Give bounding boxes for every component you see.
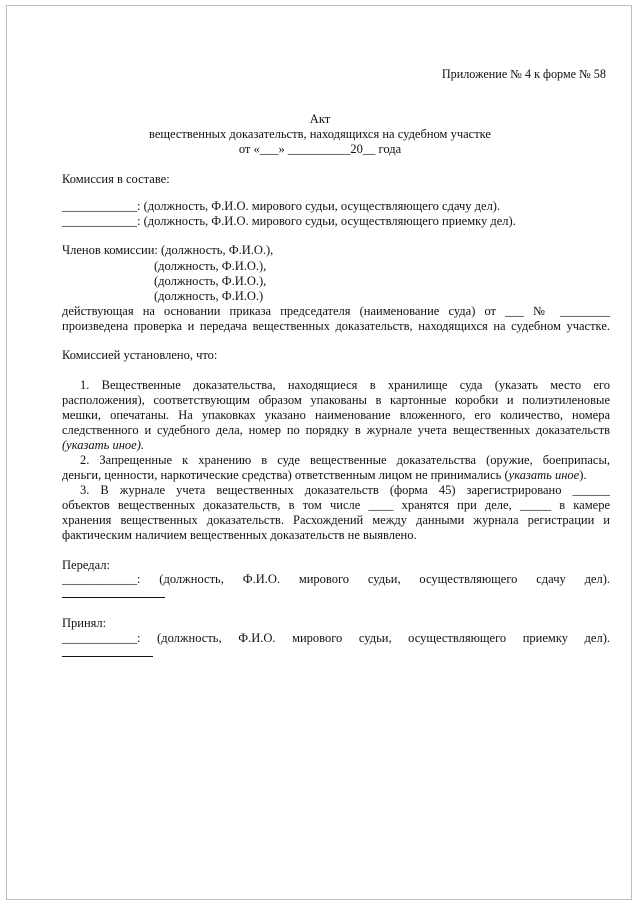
document-date-line: от «___» __________20__ года [238, 142, 402, 156]
commission-heading: Комиссия в составе: [62, 172, 170, 186]
chair-handover-line: ____________: (должность, Ф.И.О. мирового судьи, осуществляющего сдачу дел). [62, 199, 501, 213]
item-3-line: хранения вещественных доказательств. Расхождений между данными журнала регистрации и [62, 513, 610, 527]
item-3-last-line: фактическим наличием вещественных доказательств не выявлено. [62, 528, 417, 542]
item-2-italic-text: указать иное [508, 468, 580, 482]
document-title: Акт [309, 112, 331, 126]
basis-line-1: действующая на основании приказа председателя (наименование суда) от ___ № ________ [62, 304, 610, 318]
item-3-line: 3. В журнале учета вещественных доказательств (форма 45) зарегистрировано ______ [80, 483, 610, 497]
accepted-signature-blank [62, 656, 153, 657]
item-2-text: деньги, ценности, наркотические средства) ответственным лицом не принимались ( [62, 468, 509, 482]
item-1-line: расположения), соответствующим образом упакованы в картонные коробки и полиэтиленовые [62, 393, 610, 407]
member-line: (должность, Ф.И.О.), [154, 259, 267, 273]
item-1-line: следственного и судебного дела, номер по порядку в журнале учета вещественных доказательств [62, 423, 610, 437]
chair-receipt-line: ____________: (должность, Ф.И.О. мирового судьи, осуществляющего приемку дел). [62, 214, 516, 228]
document-subtitle: вещественных доказательств, находящихся на судебном участке [149, 127, 491, 141]
item-2-line: 2. Запрещенные к хранению в суде вещественные доказательства (оружие, боеприпасы, [80, 453, 610, 467]
item-1-line: 1. Вещественные доказательства, находящиеся в хранилище суда (указать место его [80, 378, 610, 392]
established-heading: Комиссией установлено, что: [62, 348, 218, 362]
transferred-signature-blank [62, 597, 165, 598]
item-3-line: объектов вещественных доказательств, в том числе ____ хранятся при деле, _____ в камере [62, 498, 610, 512]
member-line: (должность, Ф.И.О.), [154, 274, 267, 288]
item-1-last-line: (указать иное). [62, 438, 145, 452]
accepted-signature-line: ____________: (должность, Ф.И.О. мирового судьи, осуществляющего приемку дел). [62, 631, 610, 645]
item-2-last-line [62, 467, 587, 483]
transferred-label: Передал: [62, 558, 110, 572]
member-line: (должность, Ф.И.О.) [154, 289, 264, 303]
item-2-end: ). [579, 468, 587, 482]
basis-line-2: произведена проверка и передача вещественных доказательств, находящихся на судебном участке. [62, 319, 610, 333]
accepted-label: Принял: [62, 616, 107, 630]
item-1-line: мешки, опечатаны. На упаковках указано наименование вложенного, его количество, номера [62, 408, 610, 422]
members-label: Членов комиссии: (должность, Ф.И.О.), [62, 243, 274, 257]
appendix-reference: Приложение № 4 к форме № 58 [441, 67, 606, 81]
transferred-signature-line: ____________: (должность, Ф.И.О. мирового судьи, осуществляющего сдачу дел). [62, 572, 610, 586]
